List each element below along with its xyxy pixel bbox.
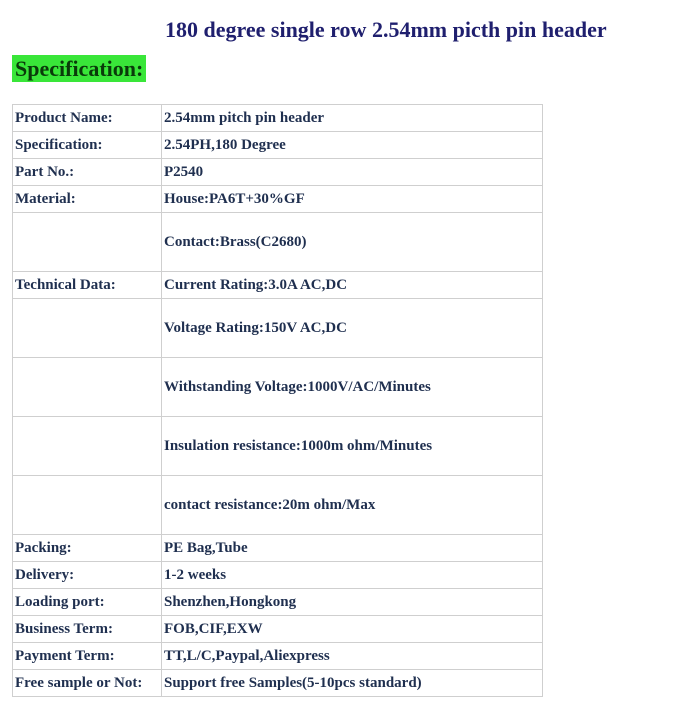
row-key bbox=[13, 358, 162, 417]
row-value: Insulation resistance:1000m ohm/Minutes bbox=[162, 417, 543, 476]
row-key: Material: bbox=[13, 186, 162, 213]
row-value: 2.54mm pitch pin header bbox=[162, 105, 543, 132]
table-row bbox=[13, 476, 543, 535]
row-value: Contact:Brass(C2680) bbox=[162, 213, 543, 272]
row-value: 2.54PH,180 Degree bbox=[162, 132, 543, 159]
row-value: FOB,CIF,EXW bbox=[162, 616, 543, 643]
table-row bbox=[13, 670, 543, 697]
row-value: House:PA6T+30%GF bbox=[162, 186, 543, 213]
page-title: 180 degree single row 2.54mm picth pin header bbox=[165, 17, 607, 42]
row-value: Voltage Rating:150V AC,DC bbox=[162, 299, 543, 358]
table-row bbox=[13, 417, 543, 476]
table-row bbox=[13, 589, 543, 616]
row-key: Product Name: bbox=[13, 105, 162, 132]
row-key bbox=[13, 417, 162, 476]
row-value: Shenzhen,Hongkong bbox=[162, 589, 543, 616]
table-row bbox=[13, 105, 543, 132]
row-value: 1-2 weeks bbox=[162, 562, 543, 589]
spec-table bbox=[12, 104, 543, 697]
table-row bbox=[13, 358, 543, 417]
table-row bbox=[13, 616, 543, 643]
row-key: Packing: bbox=[13, 535, 162, 562]
table-row bbox=[13, 643, 543, 670]
row-key bbox=[13, 213, 162, 272]
table-row bbox=[13, 186, 543, 213]
row-key: Specification: bbox=[13, 132, 162, 159]
table-row bbox=[13, 132, 543, 159]
row-value: Withstanding Voltage:1000V/AC/Minutes bbox=[162, 358, 543, 417]
row-value: Support free Samples(5-10pcs standard) bbox=[162, 670, 543, 697]
row-value: TT,L/C,Paypal,Aliexpress bbox=[162, 643, 543, 670]
section-heading: Specification: bbox=[12, 55, 146, 82]
row-value: Current Rating:3.0A AC,DC bbox=[162, 272, 543, 299]
row-key bbox=[13, 299, 162, 358]
row-key: Business Term: bbox=[13, 616, 162, 643]
row-key: Part No.: bbox=[13, 159, 162, 186]
table-row bbox=[13, 562, 543, 589]
row-value: contact resistance:20m ohm/Max bbox=[162, 476, 543, 535]
row-key: Delivery: bbox=[13, 562, 162, 589]
row-value: P2540 bbox=[162, 159, 543, 186]
table-row bbox=[13, 535, 543, 562]
row-key: Technical Data: bbox=[13, 272, 162, 299]
row-key: Loading port: bbox=[13, 589, 162, 616]
row-key: Free sample or Not: bbox=[13, 670, 162, 697]
row-key bbox=[13, 476, 162, 535]
row-key: Payment Term: bbox=[13, 643, 162, 670]
table-row bbox=[13, 272, 543, 299]
table-row bbox=[13, 213, 543, 272]
table-row bbox=[13, 159, 543, 186]
table-row bbox=[13, 299, 543, 358]
row-value: PE Bag,Tube bbox=[162, 535, 543, 562]
